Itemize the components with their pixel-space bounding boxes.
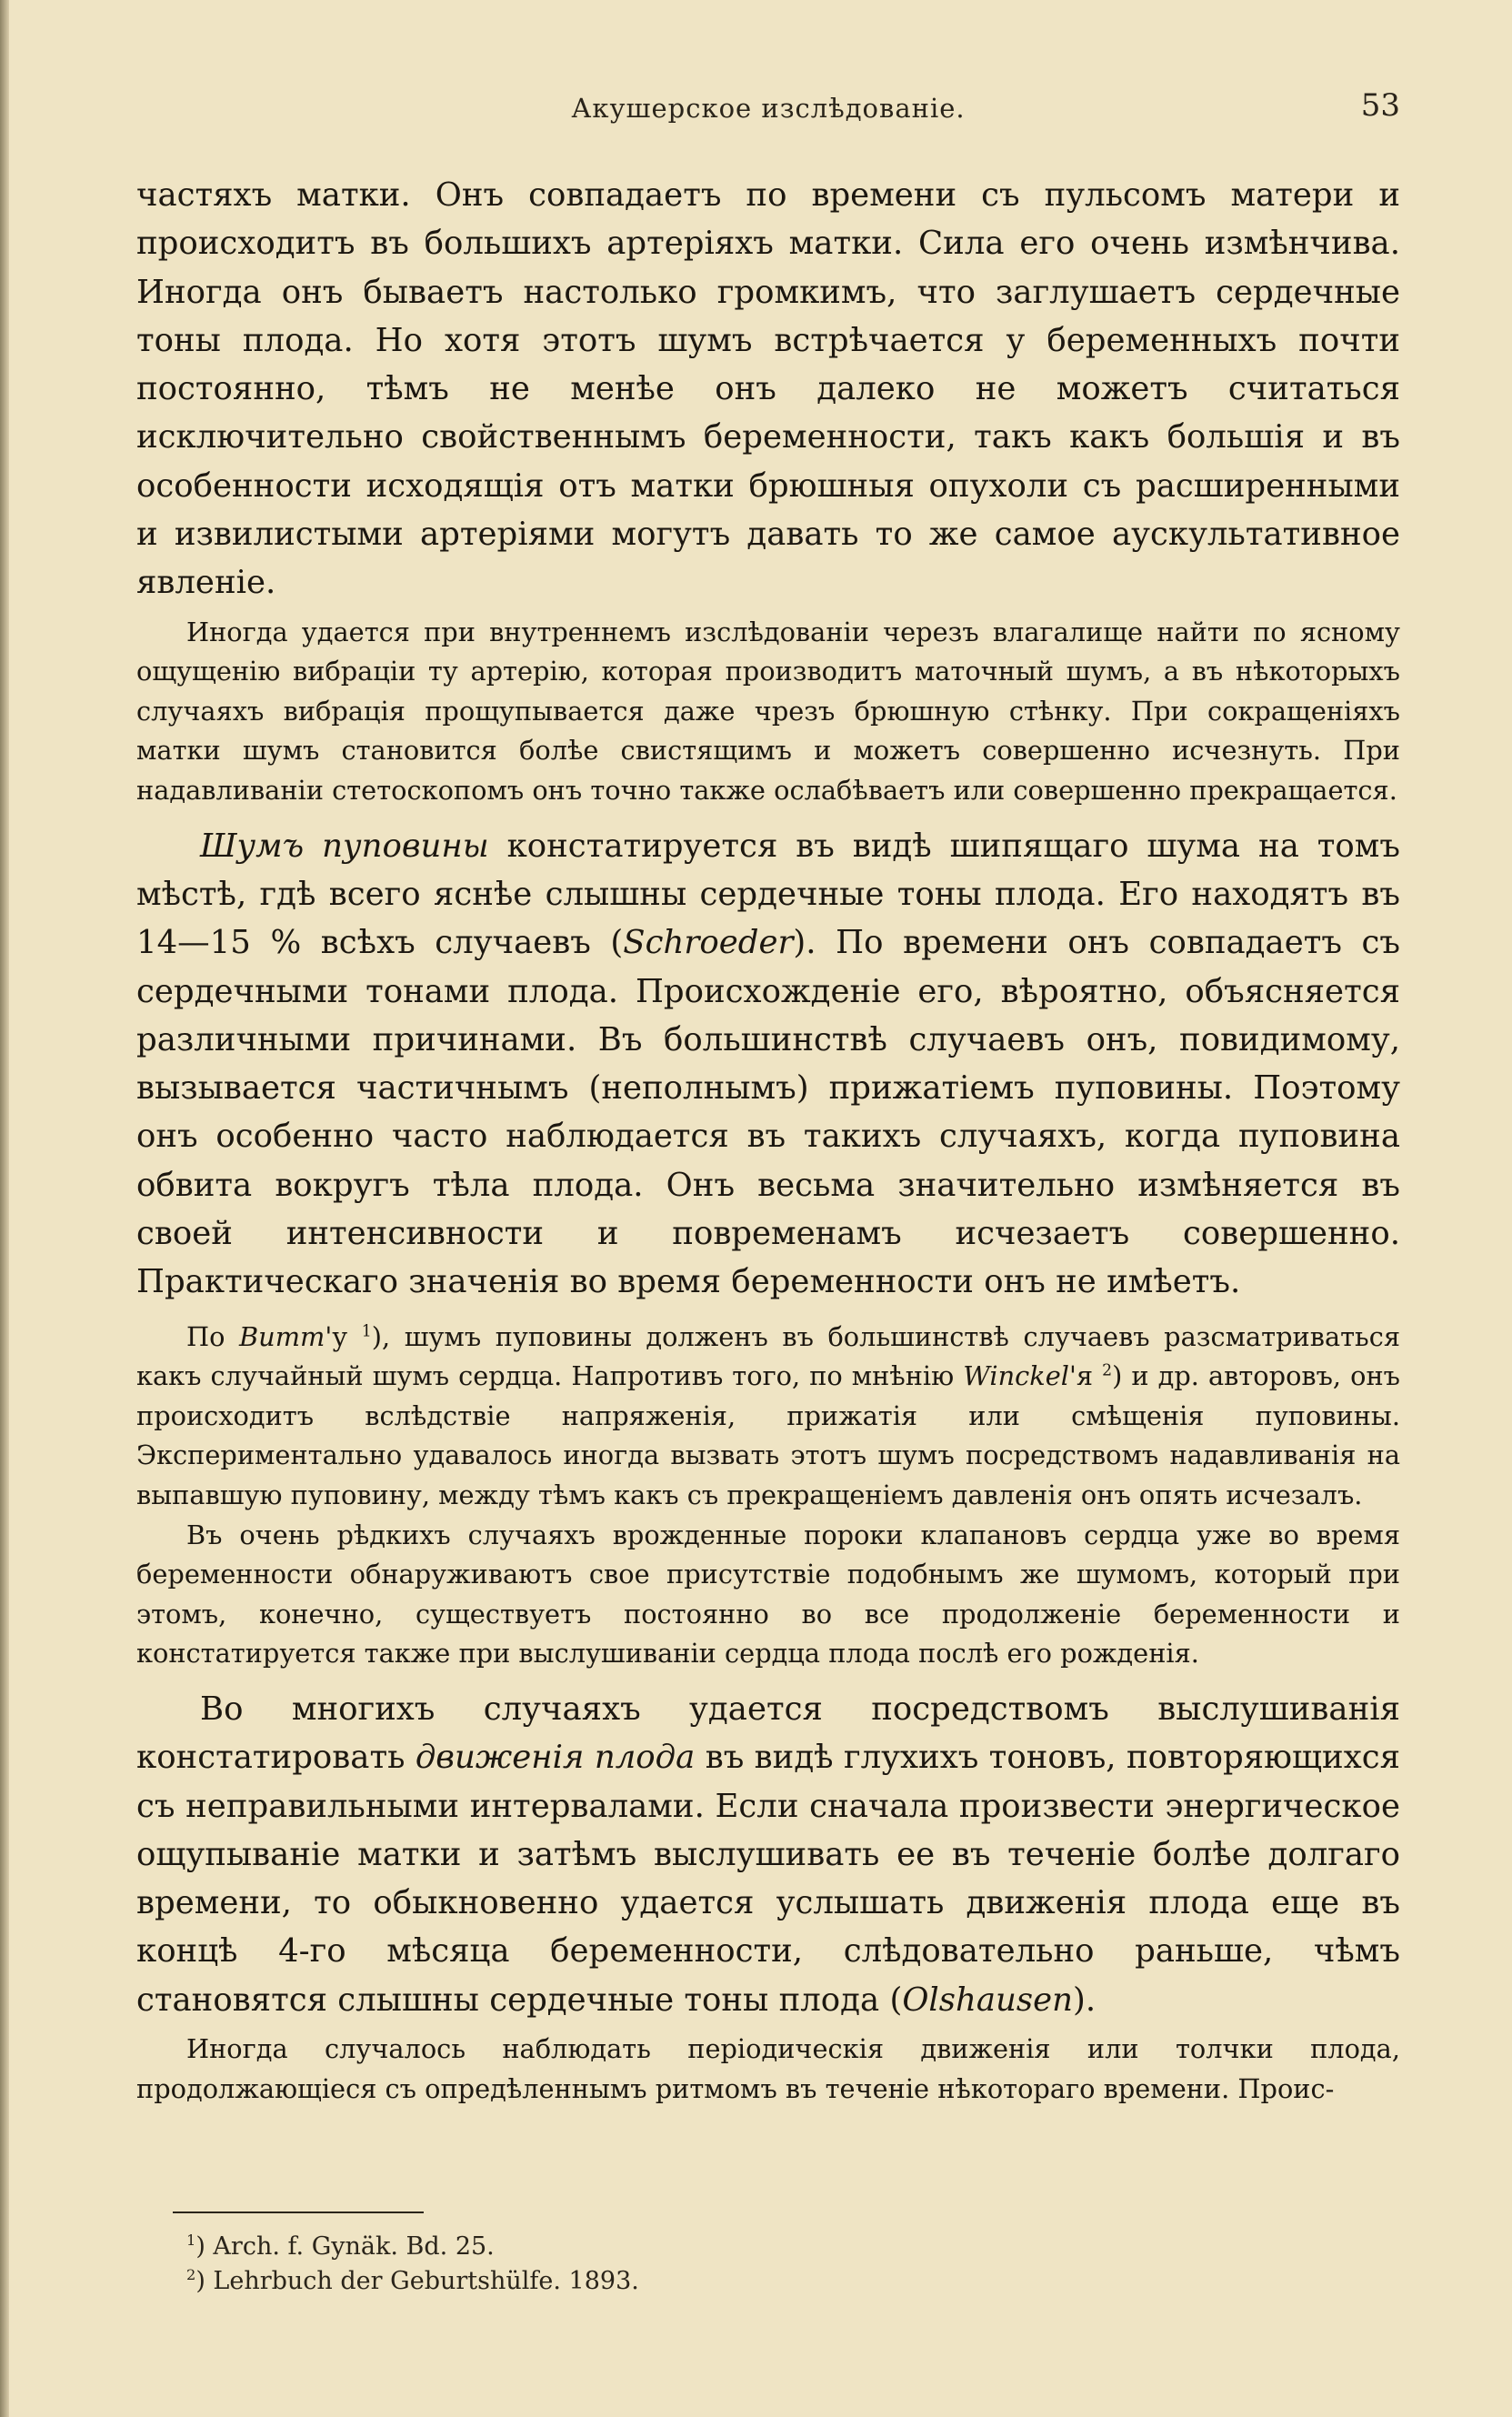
paragraph-authors-text-a: По xyxy=(186,1320,240,1352)
paragraph-authors-text-b: 'у xyxy=(325,1320,362,1352)
paragraph-periodic-movements: Иногда случалось наблюдать періодическія движенія или толчки плода, продолжающіеся съ опредѣленнымъ ритмомъ въ теченіе нѣкотораго времени. Проис- xyxy=(136,2033,1400,2104)
paragraph-fetal-movements-text-a: Во многихъ случаяхъ удается посредствомъ выслушиванія констатировать xyxy=(136,1690,1400,1777)
paragraph-authors-opinion xyxy=(136,1318,1400,1516)
paragraph-authors-text-e: ) и др. авторовъ, онъ происходитъ вслѣдствіе напряженія, прижатія или смѣщенія пуповины. Экспериментально удавалось иногда вызвать этотъ шумъ посредствомъ надавливанія на выпавшую пуповину, между тѣмъ какъ съ прекращеніемъ давленія онъ опять исчезалъ. xyxy=(136,1360,1400,1510)
page-body xyxy=(136,171,1400,2109)
footnote-1 xyxy=(186,2230,1277,2264)
paragraph-fetal-movements xyxy=(136,1685,1400,2024)
paragraph-fetal-movements-text-c: ). xyxy=(1072,1981,1096,2019)
footnote-text-1: ) Arch. f. Gynäk. Bd. 25. xyxy=(195,2232,495,2261)
running-title: Акушерское изслѣдованіе. xyxy=(571,93,966,124)
author-olshausen: Olshausen xyxy=(902,1981,1073,2019)
page-number: 53 xyxy=(1360,87,1400,124)
paragraph-vibration-note: Иногда удается при внутреннемъ изслѣдованіи черезъ влагалище найти по ясному ощущенію вибраціи ту артерію, которая производитъ маточный шумъ, а въ нѣкоторыхъ случаяхъ вибрація прощупывается даже чрезъ брюшную стѣнку. При сокращеніяхъ матки шумъ становится болѣе свистящимъ и можетъ совершенно исчезнуть. При надавливаніи стетоскопомъ онъ точно также ослабѣваетъ или совершенно прекращается. xyxy=(136,616,1400,807)
page-edge xyxy=(0,0,9,2417)
term-fetal-movements: движенія плода xyxy=(415,1739,696,1777)
footnotes xyxy=(186,2230,1277,2299)
paragraph-congenital-defects: Въ очень рѣдкихъ случаяхъ врожденные пороки клапановъ сердца уже во время беременности обнаруживаютъ свое присутствіе подобнымъ же шумомъ, который при этомъ, конечно, существуетъ постоянно во все продолженіе беременности и констатируется также при выслушиваніи сердца плода послѣ его рожденія. xyxy=(136,1519,1400,1670)
footnote-ref-1: 1 xyxy=(361,1322,372,1341)
footnote-ref-2: 2 xyxy=(1102,1361,1113,1380)
paragraph-funic-souffle xyxy=(136,822,1400,1307)
paragraph-funic-souffle-text-b: ). По времени онъ совпадаетъ съ сердечными тонами плода. Происхожденіе его, вѣроятно, объясняется различными причинами. Въ большинствѣ случаевъ онъ, повидимому, вызывается частичнымъ (неполнымъ) прижатіемъ пуповины. Поэтому онъ особенно часто наблюдается въ такихъ случаяхъ, когда пуповина обвита вокругъ тѣла плода. Онъ весьма значительно измѣняется въ своей интенсивности и повременамъ исчезаетъ совершенно. Практическаго значенія во время беременности онъ не имѣетъ. xyxy=(136,924,1401,1301)
paragraph-funic-souffle-text-a: констатируется въ видѣ шипящаго шума на томъ мѣстѣ, гдѣ всего яснѣе слышны сердечные тоны плода. Его находятъ въ 14—15 % всѣхъ случаевъ ( xyxy=(136,827,1400,962)
author-schroeder: Schroeder xyxy=(623,924,794,962)
author-witt: Витт xyxy=(239,1320,325,1352)
paragraph-authors-text-c: ), шумъ пуповины долженъ въ большинствѣ случаевъ разсматриваться какъ случайный шумъ сердца. Напротивъ того, по мнѣнію xyxy=(136,1320,1401,1392)
paragraph-authors-text-d: 'я xyxy=(1068,1360,1103,1392)
term-funic-souffle: Шумъ пуповины xyxy=(200,827,489,865)
page-header xyxy=(136,87,1400,133)
footnote-mark-2: 2 xyxy=(186,2266,196,2283)
paragraph-uterine-souffle: частяхъ матки. Онъ совпадаетъ по времени съ пульсомъ матери и происходитъ въ большихъ артеріяхъ матки. Сила его очень измѣнчива. Иногда онъ бываетъ настолько громкимъ, что заглушаетъ сердечные тоны плода. Но хотя этотъ шумъ встрѣчается у беременныхъ почти постоянно, тѣмъ не менѣе онъ далеко не можетъ считаться исключительно свойственнымъ беременности, такъ какъ большія и въ особенности исходящія отъ матки брюшныя опухоли съ расширенными и извилистыми артеріями могутъ давать то же самое аускультативное явленіе. xyxy=(136,176,1400,602)
author-winckel: Winckel xyxy=(963,1360,1069,1392)
footnote-divider xyxy=(173,2211,424,2213)
paragraph-fetal-movements-text-b: въ видѣ глухихъ тоновъ, повторяющихся съ неправильными интервалами. Если сначала произвести энергическое ощупываніе матки и затѣмъ выслушивать ее въ теченіе болѣе долгаго времени, то обыкновенно удается услышать движенія плода еще въ концѣ 4-го мѣсяца беременности, слѣдовательно раньше, чѣмъ становятся слышны сердечные тоны плода ( xyxy=(136,1739,1400,2019)
footnote-mark-1: 1 xyxy=(186,2231,196,2249)
footnote-text-2: ) Lehrbuch der Geburtshülfe. 1893. xyxy=(195,2267,639,2295)
footnote-2 xyxy=(186,2264,1277,2299)
